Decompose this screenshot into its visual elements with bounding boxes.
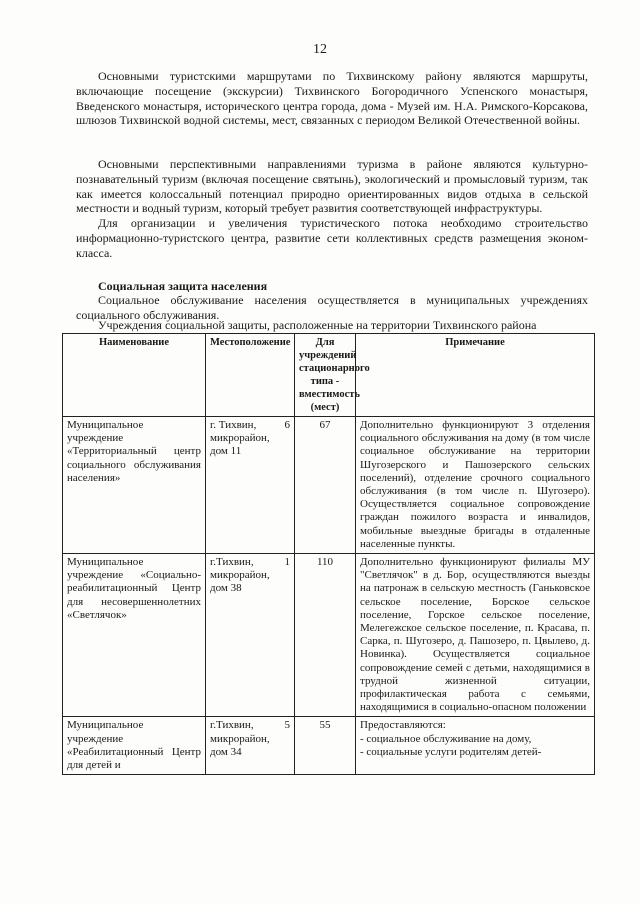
cell-location bbox=[206, 554, 295, 717]
header-location: Местоположение bbox=[206, 334, 295, 417]
cell-name: Муниципальное учреждение «Социально-реабилитационный Центр для несовершеннолетних «Светлячок» bbox=[63, 554, 206, 717]
location-text: г.Тихвин, микрорайон, дом 38 bbox=[210, 556, 270, 595]
note-line: - социальные услуги родителям детей- bbox=[360, 745, 542, 758]
cell-capacity: 55 bbox=[295, 717, 356, 775]
section-heading: Социальная защита населения bbox=[98, 279, 268, 293]
paragraph-tourism-directions: Основными перспективными направлениями туризма в районе являются культурно-познавательный туризм (включая посещение святынь), экологический и промысловый туризм, так как имеется колоссальный потенциал природно ориентированных видов отдыха в сельской местности и водный туризм, который требует развития соответствующей инфраструктуры. bbox=[76, 157, 588, 216]
paragraph-tourism-center: Для организации и увеличения туристического потока необходимо строительство информационно-туристского центра, развитие сети коллективных средств размещения эконом-класса. bbox=[76, 216, 588, 260]
cell-note: Дополнительно функционируют филиалы МУ "Светлячок" в д. Бор, осуществляются выезды на патронаж в сельскую местность (Ганьковское сельское поселение, Борское сельское поселение, Горское сельское поселение, Мелегежское сельское поселение, п. Красава, п. Сарка, п. Шугозеро, д. Пашозеро, п. Цвылево, д. Новинка). Осуществляется социальное сопровождение семей с детьми, находящимися в трудной жизненной ситуации, профилактическая работа с семьями, находящимися в социально-опасном положении bbox=[356, 554, 595, 717]
cell-capacity: 67 bbox=[295, 417, 356, 554]
table-header-row bbox=[63, 334, 595, 417]
location-number: 1 bbox=[284, 556, 290, 569]
cell-note bbox=[356, 717, 595, 775]
table-caption: Учреждения социальной защиты, расположенные на территории Тихвинского района bbox=[98, 318, 537, 332]
table-row bbox=[63, 417, 595, 554]
note-line: Предоставляются: bbox=[360, 719, 446, 732]
page-number: 12 bbox=[313, 42, 327, 57]
header-note: Примечание bbox=[356, 334, 595, 417]
header-capacity: Для учреждений стационарного типа - вместимость (мест) bbox=[295, 334, 356, 417]
location-text: г. Тихвин, микрорайон, дом 11 bbox=[210, 419, 270, 458]
social-institutions-table bbox=[62, 333, 595, 775]
cell-name: Муниципальное учреждение «Территориальный центр социального обслуживания населения» bbox=[63, 417, 206, 554]
section-intro: Социальное обслуживание населения осуществляется в муниципальных учреждениях социального обслуживания. bbox=[76, 293, 588, 322]
cell-location bbox=[206, 717, 295, 775]
cell-capacity: 110 bbox=[295, 554, 356, 717]
cell-name: Муниципальное учреждение «Реабилитационный Центр для детей и bbox=[63, 717, 206, 775]
table-row bbox=[63, 554, 595, 717]
location-number: 5 bbox=[284, 719, 290, 732]
cell-note: Дополнительно функционируют 3 отделения социального обслуживания на дому (в том числе социальное обслуживание на территории Шугозерского и Пашозерского сельских поселений), отделение срочного социального обслуживания (в том числе п. Шугозеро). Осуществляется социальное сопровождение граждан пожилого возраста и инвалидов, мобильные выездные бригады в отдаленные населенные пункты. bbox=[356, 417, 595, 554]
header-name: Наименование bbox=[63, 334, 206, 417]
paragraph-tourist-routes: Основными туристскими маршрутами по Тихвинскому району являются маршруты, включающие посещение (экскурсии) Тихвинского Богородичного Успенского монастыря, Введенского монастыря, исторического центра города, дома - Музей им. Н.А. Римского-Корсакова, шлюзов Тихвинской водной системы, мест, связанных с периодом Великой Отечественной войны. bbox=[76, 69, 588, 128]
location-text: г.Тихвин, микрорайон, дом 34 bbox=[210, 719, 270, 758]
location-number: 6 bbox=[284, 419, 290, 431]
table-row bbox=[63, 717, 595, 775]
note-line: - социальное обслуживание на дому, bbox=[360, 732, 532, 745]
cell-location bbox=[206, 417, 295, 554]
